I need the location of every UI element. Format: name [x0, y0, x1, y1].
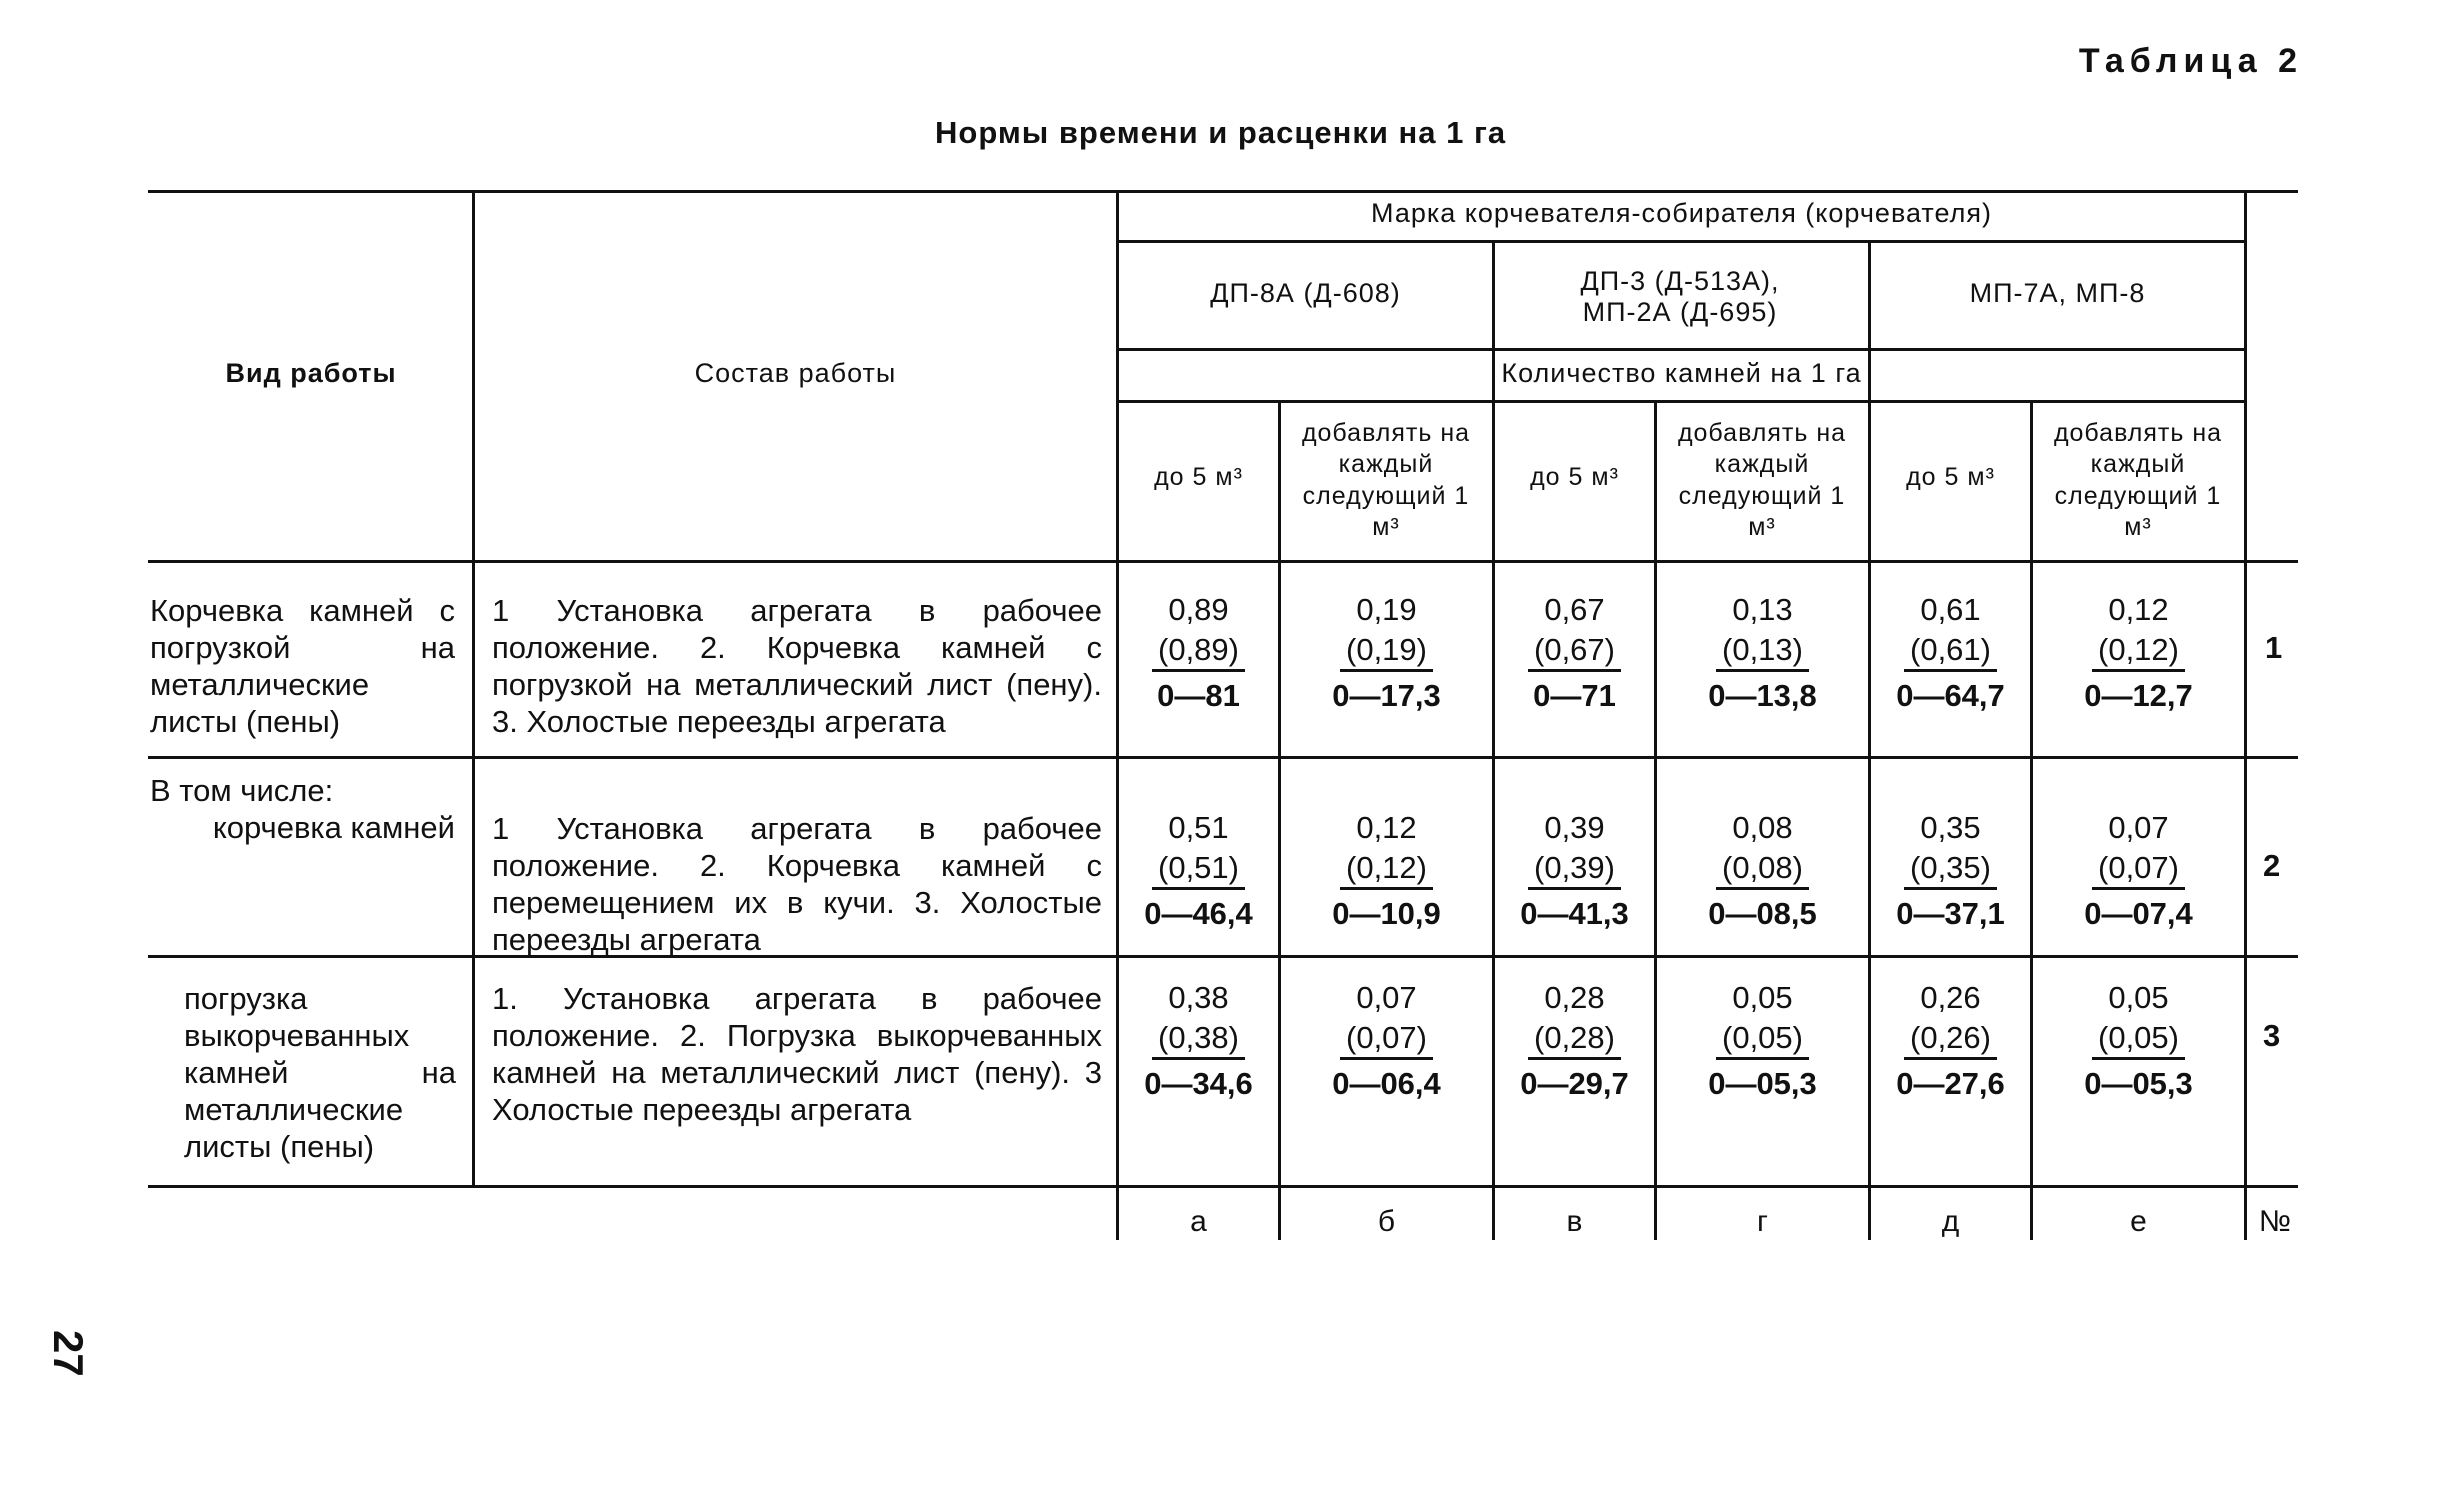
row-3-cell-v: 0,28 (0,28) 0—29,7 [1520, 980, 1629, 1101]
rule-brand-group [1118, 240, 2244, 243]
row-3-content: 1. Установка агрегата в рабочее положение. 2. Погрузка выкорчеванных камней на металлический лист (пену). 3 Холостые переезды агрегата [492, 981, 1102, 1127]
row-1-cell-a: 0,89 (0,89) 0—81 [1119, 590, 1278, 716]
row-2-cell-g: 0,08 (0,08) 0—08,5 [1708, 810, 1817, 931]
row-1-cell-e: 0,12 (0,12) 0—12,7 [2084, 592, 2193, 713]
rule-row1 [148, 756, 2298, 759]
row-1-label: Корчевка камней с погрузкой на металлические листы (пены) [150, 593, 455, 739]
column-letter-a: а [1190, 1205, 1207, 1238]
row-3-cell-b: 0,07 (0,07) 0—06,4 [1332, 980, 1441, 1101]
column-letter-v: в [1566, 1205, 1583, 1238]
column-letter-b: б [1377, 1205, 1396, 1238]
row-1-cell-d: 0,61 (0,61) 0—64,7 [1896, 592, 2005, 713]
rule-top [148, 190, 2298, 193]
rule-row3 [148, 1185, 2298, 1188]
row-2-label: корчевка камней [212, 810, 455, 845]
header-brand-1: ДП-8А (Д-608) [1210, 278, 1401, 308]
header-work-content: Состав работы [694, 358, 897, 388]
row-2-label-line1: В том числе: [150, 773, 334, 808]
rule-stones-group [1118, 400, 2244, 403]
row-3-label: погрузка выкорчеванных камней на металлические листы (пены) [184, 981, 456, 1164]
table-label: Таблица 2 [2078, 42, 2303, 80]
row-2-cell-e: 0,07 (0,07) 0—07,4 [2084, 810, 2193, 931]
row-1-cell-g: 0,13 (0,13) 0—13,8 [1708, 592, 1817, 713]
rule-brands [1118, 348, 2244, 351]
row-2-cell-d: 0,35 (0,35) 0—37,1 [1896, 810, 2005, 931]
row-2-number: 2 [2263, 848, 2281, 883]
row-1-content: 1 Установка агрегата в рабочее положение. 2. Корчевка камней с погрузкой на металлический лист (пену). 3. Холостые переезды агрегата [492, 593, 1102, 739]
row-2-cell-b: 0,12 (0,12) 0—10,9 [1332, 810, 1441, 931]
row-1-cell-v: 0,67 (0,67) 0—71 [1495, 590, 1654, 716]
row-1-number: 1 [2265, 630, 2283, 665]
rule-col-work [472, 190, 475, 1186]
rule-col-num [2244, 190, 2247, 1240]
header-sub-b: добавлять на каждый следующий 1 м³ [1301, 419, 1471, 541]
row-3-cell-d: 0,26 (0,26) 0—27,6 [1896, 980, 2005, 1101]
row-3-number: 3 [2263, 1018, 2281, 1053]
row-3-cell-g: 0,05 (0,05) 0—05,3 [1708, 980, 1817, 1101]
header-sub-e: добавлять на каждый следующий 1 м³ [2053, 419, 2223, 541]
header-brand-3: МП-7А, МП-8 [1969, 278, 2146, 308]
row-2-cell-a: 0,51 (0,51) 0—46,4 [1144, 810, 1253, 931]
row-3-cell-e: 0,05 (0,05) 0—05,3 [2084, 980, 2193, 1101]
header-sub-g: добавлять на каждый следующий 1 м³ [1677, 419, 1847, 541]
row-3-cell-a: 0,38 (0,38) 0—34,6 [1144, 980, 1253, 1101]
row-2-content: 1 Установка агрегата в рабочее положение. 2. Корчевка камней с перемещением их в кучи. 3. Холостые переезды агрегата [492, 811, 1102, 957]
table-title: Нормы времени и расценки на 1 га [935, 115, 1507, 150]
row-2-cell-v: 0,39 (0,39) 0—41,3 [1520, 810, 1629, 931]
column-letter-g: г [1757, 1205, 1768, 1238]
column-letter-e: е [2130, 1205, 2147, 1238]
header-brand-2: ДП-3 (Д-513А), МП-2А (Д-695) [1580, 266, 1780, 328]
rule-row2 [148, 955, 2298, 958]
header-stones-group: Количество камней на 1 га [1501, 358, 1862, 388]
header-sub-d: до 5 м³ [1906, 463, 1995, 491]
number-header: № [2258, 1205, 2292, 1238]
row-1-cell-b: 0,19 (0,19) 0—17,3 [1332, 592, 1441, 713]
header-sub-a: до 5 м³ [1154, 463, 1243, 491]
header-sub-v: до 5 м³ [1530, 463, 1619, 491]
column-letter-d: д [1941, 1205, 1960, 1238]
header-work-type: Вид работы [225, 358, 397, 388]
page-number: 27 [45, 1330, 92, 1377]
header-brand-group: Марка корчевателя-собирателя (корчевателя) [1371, 198, 1992, 228]
rule-header-bottom [148, 560, 2298, 563]
